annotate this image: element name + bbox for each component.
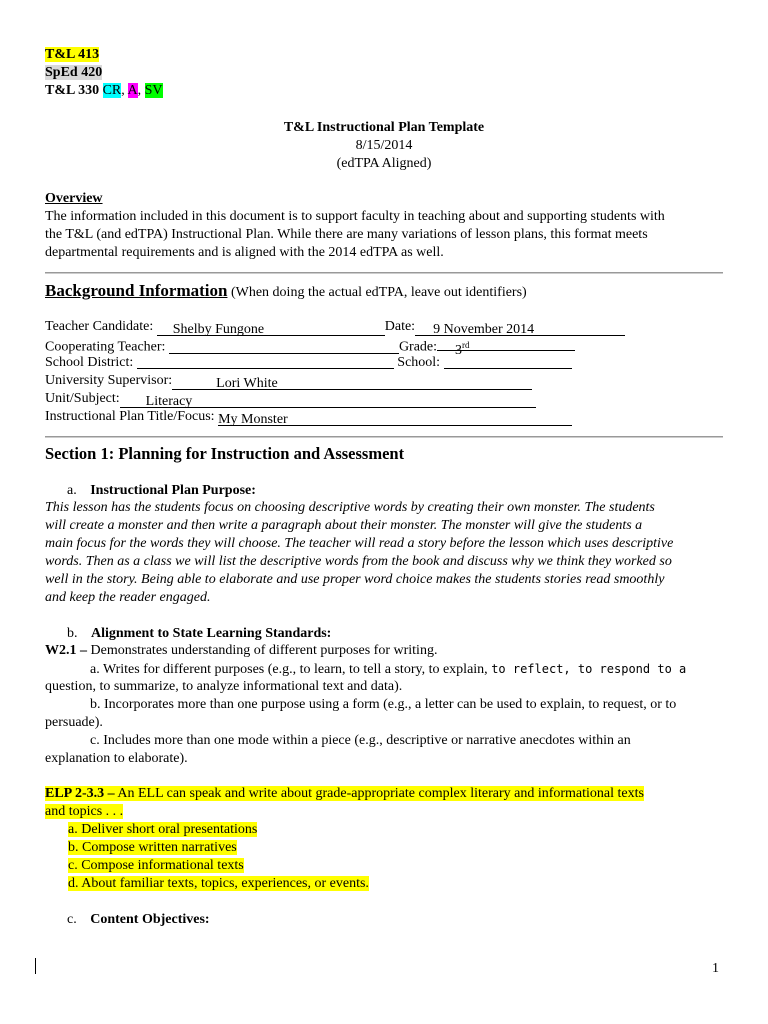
w21-c-line-2: explanation to elaborate).	[45, 751, 188, 766]
content-objectives-title: Content Objectives:	[90, 912, 210, 927]
unit-value: Literacy	[145, 394, 193, 409]
grade-sup: rd	[462, 340, 470, 350]
w21-code: W2.1 –	[45, 643, 87, 658]
elp-row	[45, 785, 644, 803]
purpose-title: Instructional Plan Purpose:	[90, 483, 256, 498]
divider-2	[45, 436, 723, 438]
elp-item-d: d. About familiar texts, topics, experiences, or events.	[68, 876, 369, 891]
elp-text-2: and topics . . .	[45, 804, 124, 819]
elp-item-c: c. Compose informational texts	[68, 858, 244, 873]
document-date: 8/15/2014	[355, 138, 413, 153]
date-value: 9 November 2014	[433, 322, 535, 337]
tag-sv: SV	[144, 83, 163, 98]
elp-text: An ELL can speak and write about grade-appropriate complex literary and informational texts	[117, 786, 644, 801]
elp-item-b: b. Compose written narratives	[68, 840, 237, 855]
teacher-value: Shelby Fungone	[172, 322, 265, 337]
coop-label: Cooperating Teacher:	[45, 339, 166, 355]
divider-1	[45, 272, 723, 274]
purpose-line-6: and keep the reader engaged.	[45, 590, 211, 605]
w21-c-line-1: c. Includes more than one mode within a piece (e.g., descriptive or narrative anecdotes within an	[90, 733, 631, 748]
plan-value: My Monster	[218, 412, 288, 427]
teacher-label: Teacher Candidate:	[45, 319, 154, 334]
purpose-line-2: will create a monster and then write a paragraph about their monster. The monster will give the students a	[45, 518, 643, 533]
course-2: SpEd 420	[45, 65, 103, 80]
elp-item-a: a. Deliver short oral presentations	[68, 822, 258, 837]
overview-line-2: the T&L (and edTPA) Instructional Plan. While there are many variations of lesson plans, this format meets	[45, 227, 648, 242]
standards-title: Alignment to State Learning Standards:	[91, 626, 332, 641]
overview-heading: Overview	[45, 191, 103, 206]
plan-label: Instructional Plan Title/Focus:	[45, 409, 215, 424]
standards-label: b.	[67, 626, 78, 641]
elp-code: ELP 2-3.3 –	[45, 786, 115, 801]
background-note: (When doing the actual edTPA, leave out identifiers)	[230, 285, 527, 300]
purpose-line-5: well in the story. Being able to elaborate and use proper word choice makes the students stories read smoothly	[45, 572, 665, 587]
course-code-tl330: T&L 330 CR, A, SV	[45, 83, 163, 98]
content-objectives-label: c.	[67, 912, 77, 927]
course-code-sped420	[45, 64, 102, 82]
overview-line-3: departmental requirements and is aligned with the 2014 edTPA as well.	[45, 245, 444, 260]
school-district-row	[45, 354, 572, 372]
standards-heading	[67, 625, 331, 643]
page-number: 1	[712, 961, 719, 976]
section1-heading: Section 1: Planning for Instruction and Assessment	[45, 444, 405, 463]
date-label: Date:	[384, 319, 416, 334]
w21-row	[45, 642, 437, 660]
unit-subject-row	[45, 390, 536, 408]
w21-a-text: a. Writes for different purposes (e.g., to learn, to tell a story, to explain,	[90, 662, 488, 677]
tag-cr: CR	[102, 83, 122, 98]
document-subtitle: (edTPA Aligned)	[336, 156, 432, 171]
unit-label: Unit/Subject:	[45, 391, 120, 406]
w21-text: Demonstrates understanding of different purposes for writing.	[90, 643, 438, 658]
purpose-line-4: words. Then as a class we will list the descriptive words from the book and discuss why we think they worked so	[45, 554, 672, 569]
course-code-tl413	[45, 46, 99, 64]
text-cursor-marker	[35, 958, 36, 974]
plan-title-row	[45, 408, 572, 426]
w21-b-line-1: b. Incorporates more than one purpose using a form (e.g., a letter can be used to explain, to request, or to	[90, 697, 677, 712]
purpose-line-1: This lesson has the students focus on choosing descriptive words by creating their own monster. The students	[45, 500, 655, 515]
purpose-line-3: main focus for the words they will choose. The teacher will read a story before the lesson which uses descriptive	[45, 536, 674, 551]
elp-row-2	[45, 803, 123, 821]
w21-b-line-2: persuade).	[45, 715, 103, 730]
document-title: T&L Instructional Plan Template	[283, 120, 485, 135]
content-objectives-heading	[67, 911, 210, 929]
supervisor-row	[45, 372, 532, 390]
grade-value: 3	[455, 342, 463, 358]
w21-a-mono: to reflect, to respond to a	[491, 662, 687, 676]
supervisor-label: University Supervisor:	[45, 373, 173, 388]
course-3: T&L 330	[45, 83, 100, 98]
grade-label: Grade:	[398, 339, 438, 355]
purpose-heading	[67, 482, 256, 500]
tag-a: A	[127, 83, 138, 98]
overview-line-1: The information included in this document is to support faculty in teaching about and supporting students with	[45, 209, 665, 224]
w21-a-line-1	[90, 660, 686, 679]
purpose-label: a.	[67, 483, 77, 498]
teacher-candidate-row	[45, 318, 625, 336]
background-heading-row	[45, 280, 527, 304]
school-label: School:	[397, 355, 441, 370]
district-label: School District:	[45, 355, 134, 370]
w21-a-line-2: question, to summarize, to analyze informational text and data).	[45, 679, 403, 694]
supervisor-value: Lori White	[216, 376, 278, 391]
course-1: T&L 413	[45, 47, 100, 62]
background-heading: Background Information	[45, 281, 228, 300]
